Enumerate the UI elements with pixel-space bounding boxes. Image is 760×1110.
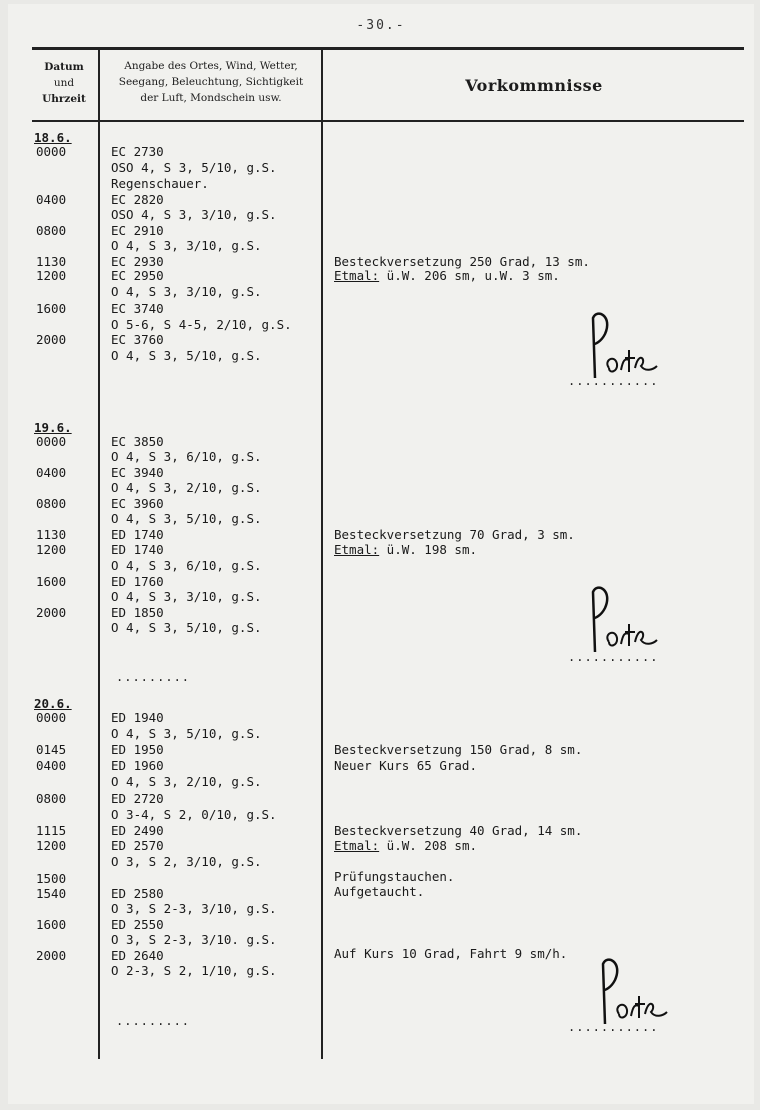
log-time: 0800 [36,791,67,806]
dotted-line: ........... [568,374,659,388]
log-position: EC 3760 [111,332,164,347]
column-divider-1 [98,49,100,1059]
dotted-line: ........... [568,650,659,664]
log-time: 1130 [36,254,67,269]
log-position: ED 1960 [111,758,164,773]
dotted-line: ........... [568,1020,659,1034]
log-position: ED 1760 [111,574,164,589]
date-label: 18.6. [34,130,72,145]
header-location-weather [100,58,322,106]
log-time: 0400 [36,758,67,773]
log-position: ED 1740 [111,527,164,542]
etmal-label: Etmal: [334,542,380,557]
dotted-line: ......... [116,1014,191,1028]
log-position: ED 1940 [111,710,164,725]
etmal-label: Etmal: [334,268,380,283]
log-time: 1600 [36,917,67,932]
log-weather: O 4, S 3, 5/10, g.S. [111,726,262,741]
log-weather: O 4, S 3, 3/10, g.S. [111,589,262,604]
log-weather: O 4, S 3, 3/10, g.S. [111,284,262,299]
log-position: ED 2550 [111,917,164,932]
log-weather: OSO 4, S 3, 3/10, g.S. [111,207,277,222]
etmal-value: ü.W. 198 sm. [379,542,477,557]
header-date-time [33,59,95,107]
log-event: Besteckversetzung 150 Grad, 8 sm. [334,742,583,757]
header-col1-line2: und [53,77,75,89]
signature-image [583,584,663,656]
log-position: ED 1740 [111,542,164,557]
log-weather: O 2-3, S 2, 1/10, g.S. [111,963,277,978]
log-event: Neuer Kurs 65 Grad. [334,758,477,773]
log-time: 0400 [36,465,67,480]
log-position: ED 2720 [111,791,164,806]
log-position: ED 2570 [111,838,164,853]
column-divider-2 [321,49,323,1059]
logbook-page [8,4,754,1104]
log-time: 1540 [36,886,67,901]
log-weather: O 3, S 2, 3/10, g.S. [111,854,262,869]
log-event-etmal [334,839,477,853]
log-position: EC 2910 [111,223,164,238]
header-events: Vorkommnisse [465,76,603,95]
log-time: 2000 [36,332,67,347]
log-time: 0800 [36,496,67,511]
log-weather: O 3-4, S 2, 0/10, g.S. [111,807,277,822]
log-weather: O 4, S 3, 6/10, g.S. [111,449,262,464]
log-weather: OSO 4, S 3, 5/10, g.S. [111,160,277,175]
table-top-rule [32,47,744,50]
log-event: Besteckversetzung 70 Grad, 3 sm. [334,527,575,542]
log-time: 0000 [36,434,67,449]
log-event: Besteckversetzung 250 Grad, 13 sm. [334,254,590,269]
header-col1-line1: Datum [44,61,84,73]
etmal-value: ü.W. 208 sm. [379,838,477,853]
log-event: Auf Kurs 10 Grad, Fahrt 9 sm/h. [334,946,568,961]
log-weather: O 3, S 2-3, 3/10. g.S. [111,932,277,947]
log-position: ED 2490 [111,823,164,838]
log-weather: O 4, S 3, 5/10, g.S. [111,620,262,635]
date-label: 20.6. [34,696,72,711]
log-event: Besteckversetzung 40 Grad, 14 sm. [334,823,583,838]
dotted-line: ......... [116,670,191,684]
log-time: 0000 [36,710,67,725]
log-position: EC 2820 [111,192,164,207]
log-event: Prüfungstauchen. [334,869,455,884]
header-col2-line3: der Luft, Mondschein usw. [140,92,282,104]
log-time: 1500 [36,871,67,886]
log-time: 1200 [36,542,67,557]
log-position: ED 2580 [111,886,164,901]
log-position: EC 3960 [111,496,164,511]
log-event: Aufgetaucht. [334,884,425,899]
log-time: 1200 [36,268,67,283]
log-time: 2000 [36,948,67,963]
etmal-value: ü.W. 206 sm, u.W. 3 sm. [379,268,560,283]
log-time: 1600 [36,574,67,589]
header-col2-line2: Seegang, Beleuchtung, Sichtigkeit [118,76,304,88]
log-weather: O 4, S 3, 2/10, g.S. [111,774,262,789]
log-time: 0145 [36,742,67,757]
log-weather: Regenschauer. [111,176,209,191]
log-time: 1600 [36,301,67,316]
log-time: 1115 [36,823,67,838]
log-weather: O 4, S 3, 3/10, g.S. [111,238,262,253]
header-col1-line3: Uhrzeit [42,93,86,105]
date-label: 19.6. [34,420,72,435]
log-weather: O 4, S 3, 2/10, g.S. [111,480,262,495]
log-position: EC 3940 [111,465,164,480]
log-position: EC 2930 [111,254,164,269]
log-position: EC 2950 [111,268,164,283]
log-weather: O 3, S 2-3, 3/10, g.S. [111,901,277,916]
log-event-etmal [334,543,477,557]
signature-image [593,956,673,1028]
log-weather: O 4, S 3, 5/10, g.S. [111,511,262,526]
header-bottom-rule [32,120,744,122]
signature-image [583,310,663,382]
log-weather: O 5-6, S 4-5, 2/10, g.S. [111,317,292,332]
log-weather: O 4, S 3, 5/10, g.S. [111,348,262,363]
log-position: ED 1850 [111,605,164,620]
etmal-label: Etmal: [334,838,380,853]
page-number: -30.- [356,18,406,33]
log-time: 0400 [36,192,67,207]
log-time: 2000 [36,605,67,620]
log-time: 0800 [36,223,67,238]
log-event-etmal [334,269,560,283]
log-time: 1200 [36,838,67,853]
log-position: EC 3740 [111,301,164,316]
log-position: EC 2730 [111,144,164,159]
log-weather: O 4, S 3, 6/10, g.S. [111,558,262,573]
log-position: EC 3850 [111,434,164,449]
header-col2-line1: Angabe des Ortes, Wind, Wetter, [124,60,298,72]
log-position: ED 1950 [111,742,164,757]
log-time: 0000 [36,144,67,159]
log-time: 1130 [36,527,67,542]
log-position: ED 2640 [111,948,164,963]
